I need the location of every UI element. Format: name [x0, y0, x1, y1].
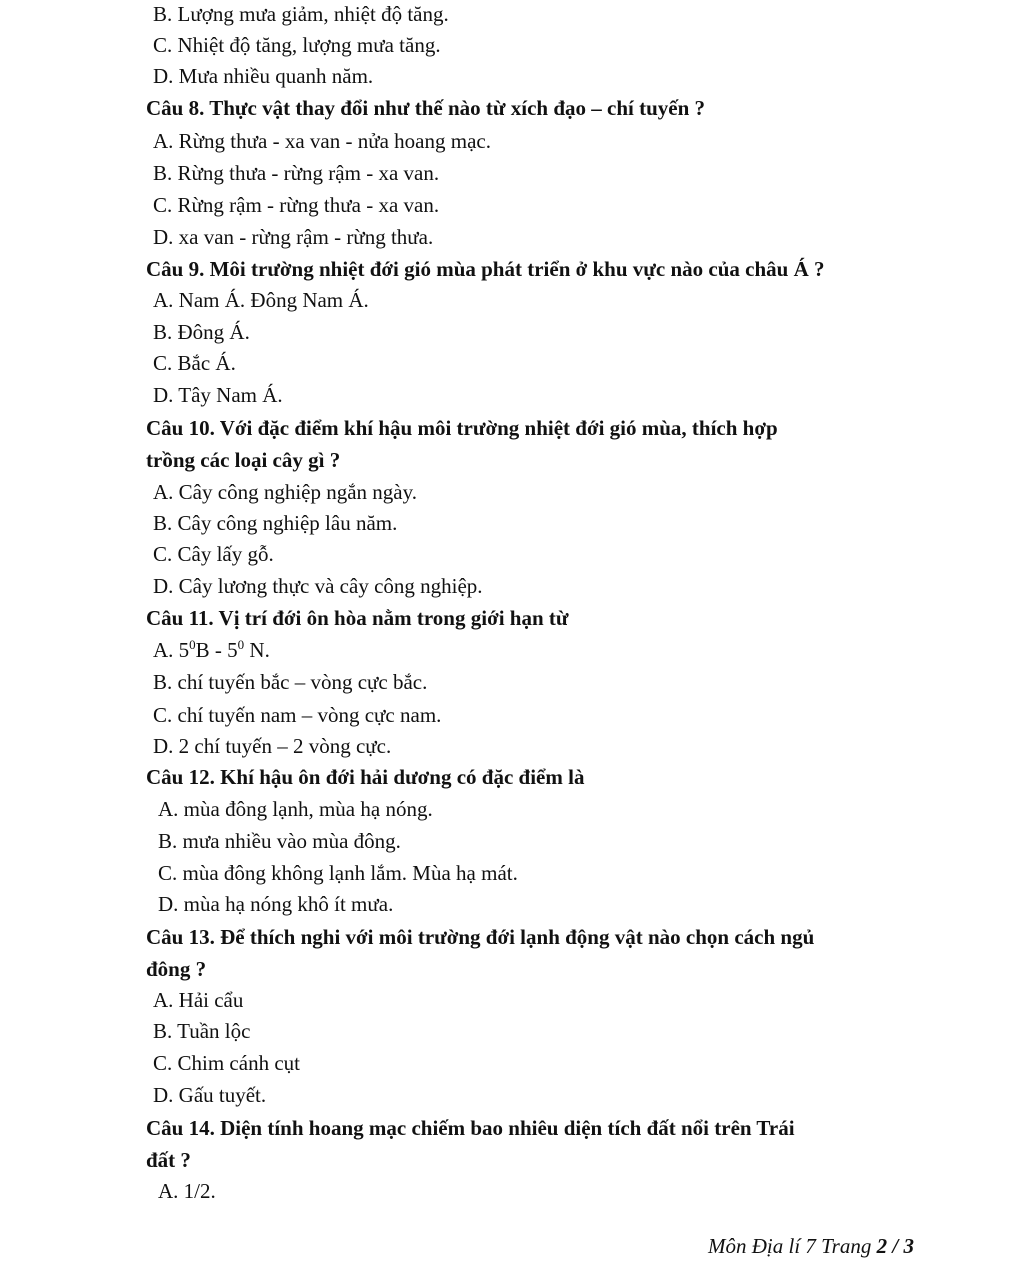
question-14-line-1: Câu 14. Diện tính hoang mạc chiếm bao nhiêu diện tích đất nổi trên Trái — [146, 1116, 795, 1140]
question-8: Câu 8. Thực vật thay đổi như thế nào từ xích đạo – chí tuyến ? — [146, 96, 706, 120]
q10-option-c: C. Cây lấy gỗ. — [153, 542, 274, 566]
q13-option-a: A. Hải cẩu — [153, 988, 244, 1012]
q9-option-a: A. Nam Á. Đông Nam Á. — [153, 288, 369, 312]
q12-option-b: B. mưa nhiều vào mùa đông. — [158, 829, 401, 853]
q12-option-d: D. mùa hạ nóng khô ít mưa. — [158, 892, 394, 916]
page-footer — [708, 1233, 914, 1259]
q11-option-a — [153, 637, 270, 663]
degree-superscript: 0 — [189, 637, 196, 652]
q8-option-d: D. xa van - rừng rậm - rừng thưa. — [153, 225, 434, 249]
q11-option-c: C. chí tuyến nam – vòng cực nam. — [153, 703, 442, 727]
q10-option-d: D. Cây lương thực và cây công nghiệp. — [153, 574, 483, 598]
question-12: Câu 12. Khí hậu ôn đới hải dương có đặc điểm là — [146, 765, 585, 789]
q9-option-c: C. Bắc Á. — [153, 351, 236, 375]
q11-option-a-middle: B - 5 — [195, 638, 238, 662]
q12-option-a: A. mùa đông lạnh, mùa hạ nóng. — [158, 797, 433, 821]
q14-option-a: A. 1/2. — [158, 1179, 216, 1203]
option-prev-d: D. Mưa nhiều quanh năm. — [153, 64, 374, 88]
q12-option-c: C. mùa đông không lạnh lắm. Mùa hạ mát. — [158, 861, 518, 885]
q13-option-d: D. Gấu tuyết. — [153, 1083, 267, 1107]
q8-option-b: B. Rừng thưa - rừng rậm - xa van. — [153, 161, 440, 185]
q11-option-a-suffix: N. — [244, 638, 270, 662]
q13-option-c: C. Chim cánh cụt — [153, 1051, 300, 1075]
q11-option-a-prefix: A. 5 — [153, 638, 190, 662]
option-prev-b: B. Lượng mưa giảm, nhiệt độ tăng. — [153, 2, 449, 26]
q9-option-b: B. Đông Á. — [153, 320, 250, 344]
q11-option-d: D. 2 chí tuyến – 2 vòng cực. — [153, 734, 392, 758]
q9-option-d: D. Tây Nam Á. — [153, 383, 283, 407]
footer-subject: Môn Địa lí 7 Trang — [708, 1234, 877, 1258]
q10-option-a: A. Cây công nghiệp ngắn ngày. — [153, 480, 417, 504]
footer-page-number: 2 / 3 — [876, 1234, 914, 1258]
question-10-line-1: Câu 10. Với đặc điểm khí hậu môi trường nhiệt đới gió mùa, thích hợp — [146, 416, 778, 440]
q11-option-b: B. chí tuyến bắc – vòng cực bắc. — [153, 670, 428, 694]
q13-option-b: B. Tuần lộc — [153, 1019, 251, 1043]
q10-option-b: B. Cây công nghiệp lâu năm. — [153, 511, 398, 535]
question-9: Câu 9. Môi trường nhiệt đới gió mùa phát triển ở khu vực nào của châu Á ? — [146, 257, 825, 281]
question-10-line-2: trồng các loại cây gì ? — [146, 448, 341, 472]
question-13-line-2: đông ? — [146, 957, 207, 981]
question-14-line-2: đất ? — [146, 1148, 191, 1172]
q8-option-a: A. Rừng thưa - xa van - nửa hoang mạc. — [153, 129, 491, 153]
question-11: Câu 11. Vị trí đới ôn hòa nằm trong giới hạn từ — [146, 606, 569, 630]
degree-superscript: 0 — [237, 637, 245, 652]
option-prev-c: C. Nhiệt độ tăng, lượng mưa tăng. — [153, 33, 441, 57]
question-13-line-1: Câu 13. Để thích nghi với môi trường đới lạnh động vật nào chọn cách ngủ — [146, 925, 815, 949]
q8-option-c: C. Rừng rậm - rừng thưa - xa van. — [153, 193, 440, 217]
